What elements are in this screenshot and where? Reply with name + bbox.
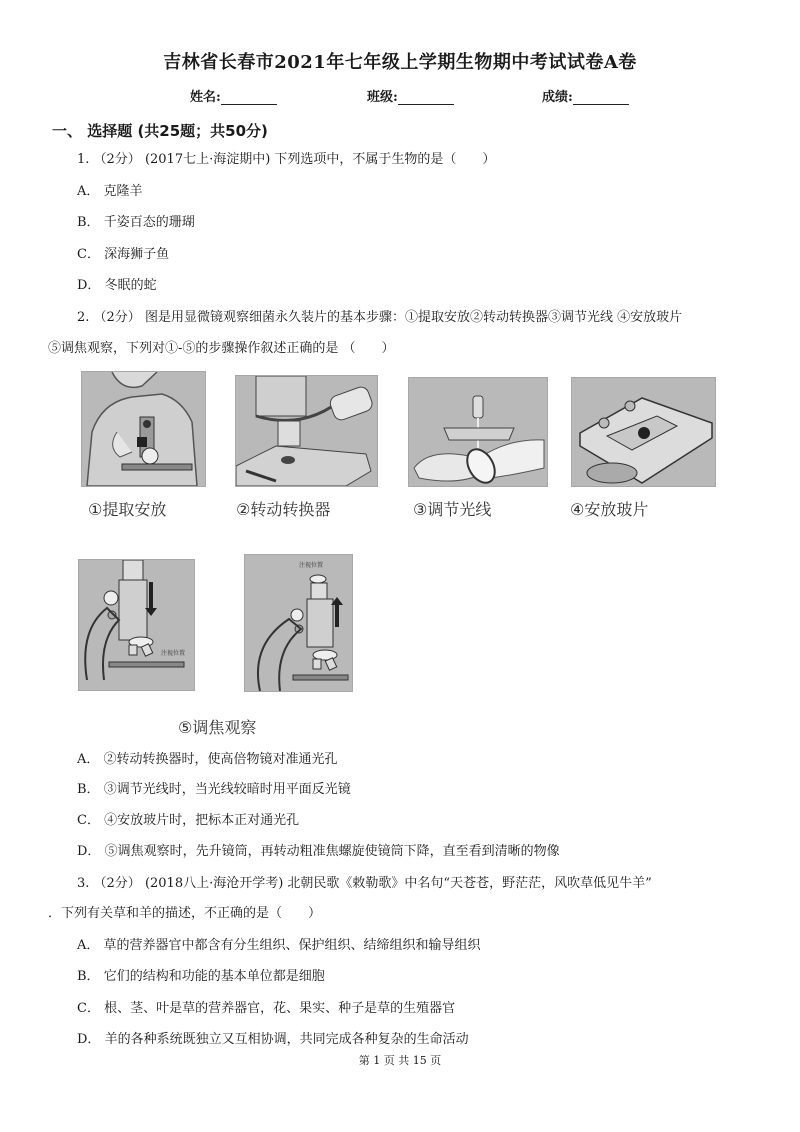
option-text: ④安放玻片时，把标本正对通光孔 [104, 813, 300, 828]
figure-step-1 [81, 371, 206, 487]
option-letter: D． [77, 1032, 101, 1047]
option-text: ⑤调焦观察时，先升镜筒，再转动粗准焦螺旋使镜筒下降，直至看到清晰的物像 [104, 844, 560, 859]
score-field[interactable] [542, 86, 629, 105]
caption-step-3: ③调节光线 [413, 500, 492, 519]
option-text: ③调节光线时，当光线较暗时用平面反光镜 [103, 782, 351, 797]
class-label: 班级: [367, 90, 398, 105]
option-text: 它们的结构和功能的基本单位都是细胞 [103, 969, 325, 984]
figure-step-5a [78, 559, 195, 691]
option-letter: B． [77, 215, 100, 230]
q2-option-b[interactable] [77, 781, 351, 799]
option-letter: D． [77, 278, 101, 293]
q3-option-c[interactable] [77, 1000, 455, 1018]
svg-text:注视位置: 注视位置 [299, 562, 324, 569]
svg-text:注视位置: 注视位置 [161, 650, 186, 657]
option-letter: C． [77, 1001, 100, 1016]
class-blank[interactable] [398, 90, 454, 105]
microscope-nosepiece-icon [236, 376, 377, 486]
option-letter: A． [77, 938, 100, 953]
option-letter: D． [77, 844, 101, 859]
option-text: 克隆羊 [103, 184, 143, 199]
option-text: 根、茎、叶是草的营养器官，花、果实、种子是草的生殖器官 [104, 1001, 456, 1016]
microscope-focusing-down-icon [79, 560, 194, 690]
q3-option-a[interactable] [77, 937, 481, 955]
name-field[interactable] [190, 86, 277, 105]
caption-step-1: ①提取安放 [88, 500, 167, 519]
option-letter: C． [77, 813, 100, 828]
hands-adjusting-mirror-icon [409, 378, 547, 486]
option-text: 深海狮子鱼 [104, 247, 170, 262]
section-heading: 一、 选择题 (共25题；共50分) [52, 122, 268, 140]
question-3-stem-line2: ．下列有关草和羊的描述，不正确的是（ ） [48, 906, 322, 921]
question-2-stem-line1: 2. （2分） 图是用显微镜观察细菌永久装片的基本步骤：①提取安放②转动转换器③调节光线 ④安放玻片 [77, 310, 683, 325]
microscope-stage-slide-icon [572, 378, 715, 486]
question-3-stem-line1: 3. （2分） (2018八上·海沧开学考) 北朝民歌《敕勒歌》中名句“天苍苍，野茫茫，风吹草低见牛羊” [77, 876, 652, 891]
caption-step-5: ⑤调焦观察 [178, 718, 257, 737]
name-label: 姓名: [190, 90, 221, 105]
score-blank[interactable] [573, 90, 629, 105]
person-holding-microscope-icon [82, 372, 205, 486]
q3-option-d[interactable] [77, 1031, 469, 1049]
question-2-stem-line2: ⑤调焦观察，下列对①-⑤的步骤操作叙述正确的是 （ ） [48, 341, 395, 356]
option-text: 草的营养器官中都含有分生组织、保护组织、结缔组织和输导组织 [103, 938, 481, 953]
q3-option-b[interactable] [77, 968, 325, 986]
page-footer: 第 1 页 共 15 页 [358, 1054, 442, 1067]
question-1-stem: 1. （2分） (2017七上·海淀期中) 下列选项中，不属于生物的是（ ） [77, 152, 496, 167]
q1-option-c[interactable] [77, 246, 169, 264]
option-letter: A． [77, 752, 100, 767]
q2-option-c[interactable] [77, 812, 299, 830]
figure-step-4 [571, 377, 716, 487]
student-info-row [0, 86, 800, 106]
q2-option-d[interactable] [77, 843, 560, 861]
figure-step-2 [235, 375, 378, 487]
q1-option-b[interactable] [77, 214, 195, 232]
score-label: 成绩: [542, 90, 573, 105]
caption-step-2: ②转动转换器 [236, 500, 331, 519]
microscope-focusing-up-icon [245, 555, 352, 691]
option-letter: C． [77, 247, 100, 262]
option-text: 冬眠的蛇 [104, 278, 157, 293]
figure-step-5b [244, 554, 353, 692]
figure-step-3 [408, 377, 548, 487]
exam-title: 吉林省长春市2021年七年级上学期生物期中考试试卷A卷 [163, 52, 637, 73]
option-letter: B． [77, 969, 100, 984]
q1-option-a[interactable] [77, 183, 143, 201]
option-text: 千姿百态的珊瑚 [103, 215, 195, 230]
option-text: ②转动转换器时，使高倍物镜对准通光孔 [103, 752, 338, 767]
q2-option-a[interactable] [77, 751, 338, 769]
class-field[interactable] [367, 86, 454, 105]
option-text: 羊的各种系统既独立又互相协调，共同完成各种复杂的生命活动 [104, 1032, 469, 1047]
q1-option-d[interactable] [77, 277, 157, 295]
option-letter: A． [77, 184, 100, 199]
option-letter: B． [77, 782, 100, 797]
caption-step-4: ④安放玻片 [570, 500, 649, 519]
name-blank[interactable] [221, 90, 277, 105]
